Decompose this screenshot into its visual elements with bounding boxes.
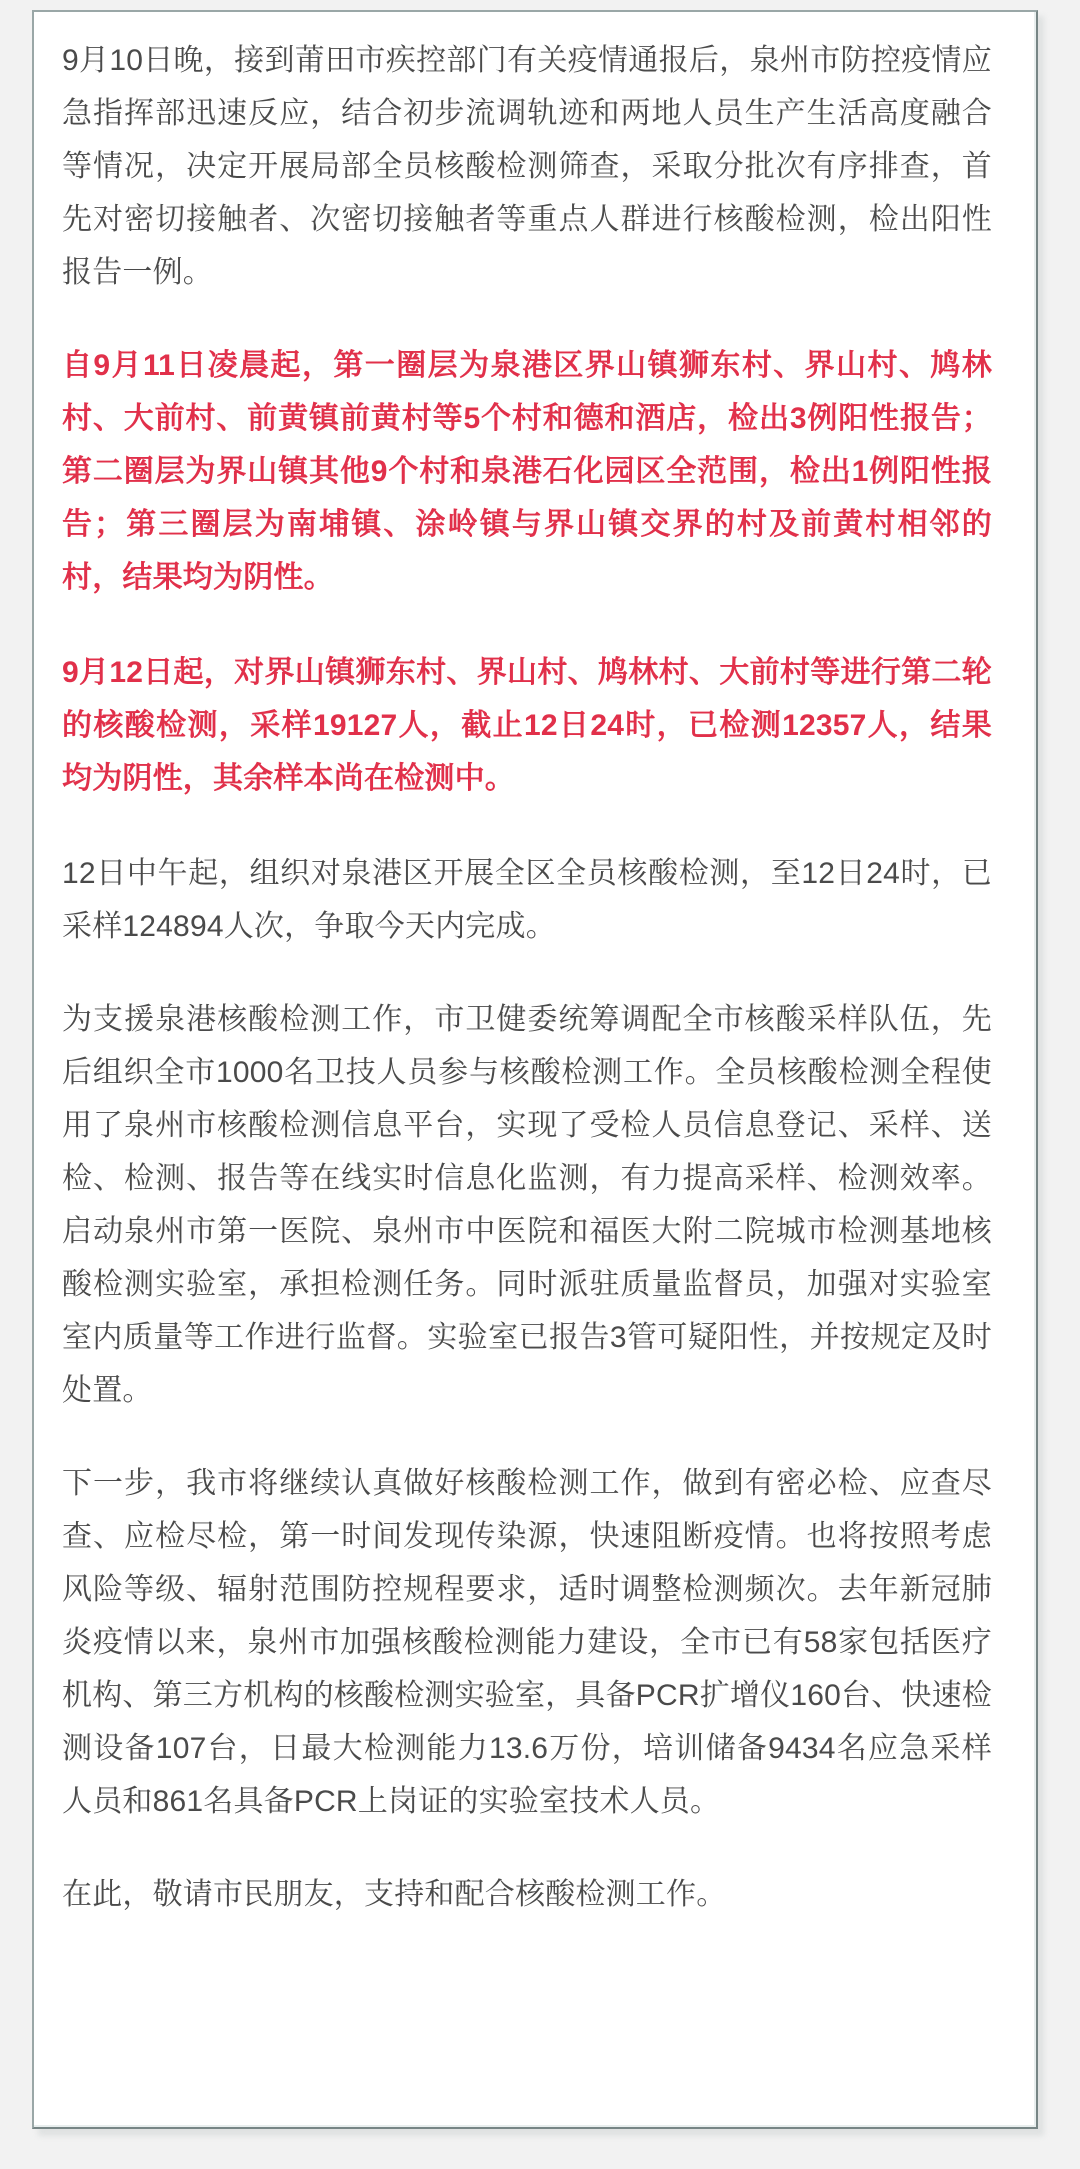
paragraph-2-emphasis: 自9月11日凌晨起，第一圈层为泉港区界山镇狮东村、界山村、鸠林村、大前村、前黄镇前黄村等5个村和德和酒店，检出3例阳性报告；第二圈层为界山镇其他9个村和泉港石化园区全范围，检出1例阳性报告；第三圈层为南埔镇、涂岭镇与界山镇交界的村及前黄村相邻的村，结果均为阴性。 (62, 349, 992, 594)
paragraph-1: 9月10日晚，接到莆田市疾控部门有关疫情通报后，泉州市防控疫情应急指挥部迅速反应，结合初步流调轨迹和两地人员生产生活高度融合等情况，决定开展局部全员核酸检测筛查，采取分批次有序排查，首先对密切接触者、次密切接触者等重点人群进行核酸检测，检出阳性报告一例。 (62, 44, 992, 289)
announcement-body (62, 34, 992, 1921)
paragraph-7-closing: 在此，敬请市民朋友，支持和配合核酸检测工作。 (62, 1878, 727, 1911)
announcement-card (32, 10, 1038, 2129)
paragraph-4: 12日中午起，组织对泉港区开展全区全员核酸检测，至12日24时，已采样124894人次，争取今天内完成。 (62, 857, 992, 943)
paragraph-6: 下一步，我市将继续认真做好核酸检测工作，做到有密必检、应查尽查、应检尽检，第一时间发现传染源，快速阻断疫情。也将按照考虑风险等级、辐射范围防控规程要求，适时调整检测频次。去年新冠肺炎疫情以来，泉州市加强核酸检测能力建设，全市已有58家包括医疗机构、第三方机构的核酸检测实验室，具备PCR扩增仪160台、快速检测设备107台，日最大检测能力13.6万份，培训储备9434名应急采样人员和861名具备PCR上岗证的实验室技术人员。 (62, 1467, 992, 1818)
paragraph-3-emphasis: 9月12日起，对界山镇狮东村、界山村、鸠林村、大前村等进行第二轮的核酸检测，采样19127人，截止12日24时，已检测12357人，结果均为阴性，其余样本尚在检测中。 (62, 656, 992, 795)
paragraph-5: 为支援泉港核酸检测工作，市卫健委统筹调配全市核酸采样队伍，先后组织全市1000名卫技人员参与核酸检测工作。全员核酸检测全程使用了泉州市核酸检测信息平台，实现了受检人员信息登记、采样、送检、检测、报告等在线实时信息化监测，有力提高采样、检测效率。启动泉州市第一医院、泉州市中医院和福医大附二院城市检测基地核酸检测实验室，承担检测任务。同时派驻质量监督员，加强对实验室室内质量等工作进行监督。实验室已报告3管可疑阳性，并按规定及时处置。 (62, 1003, 992, 1407)
